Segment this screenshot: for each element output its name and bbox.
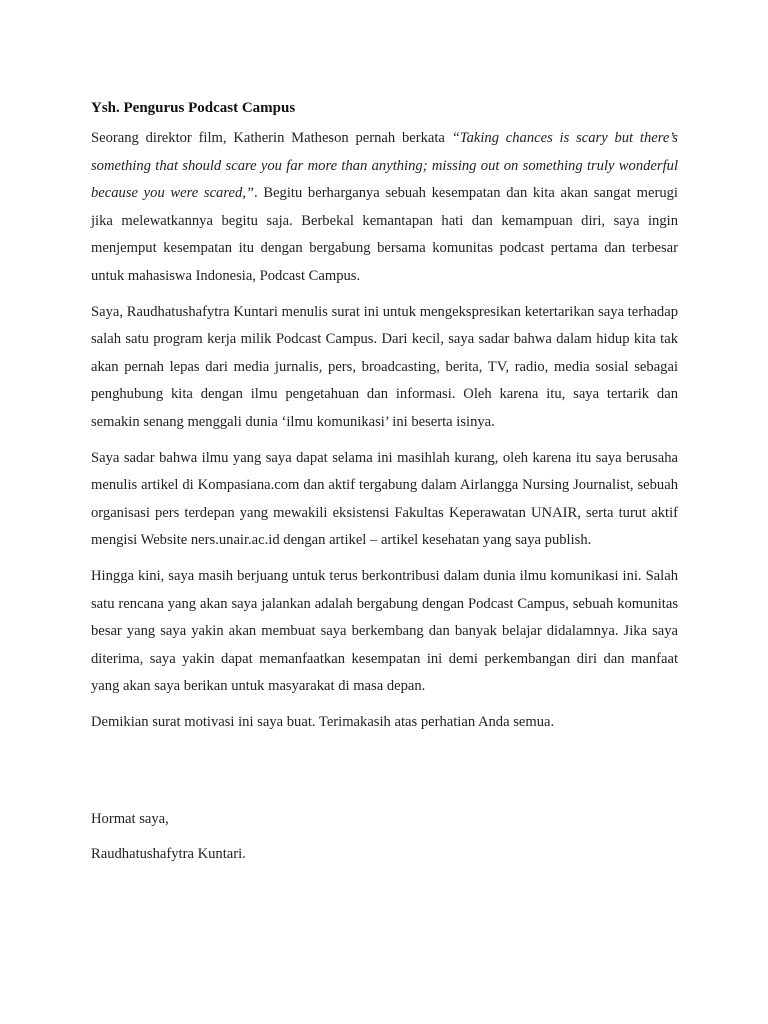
paragraph-conclusion: Demikian surat motivasi ini saya buat. Terimakasih atas perhatian Anda semua.: [91, 713, 555, 730]
intro-text-after: . Begitu berharganya sebuah kesempatan dan kita akan sangat merugi jika melewatkannya begitu saja. Berbekal kemantapan hati dan kemampuan diri, saya ingin menjemput kesempatan itu dengan bergabung bersama komunitas podcast pertama dan terbesar untuk mahasiswa Indonesia, Podcast Campus.: [91, 185, 678, 284]
signature-name: Raudhatushafytra Kuntari.: [91, 846, 246, 863]
paragraph-intro: [91, 125, 678, 291]
letter-salutation: Ysh. Pengurus Podcast Campus: [91, 100, 296, 116]
paragraph-experience: Saya sadar bahwa ilmu yang saya dapat selama ini masihlah kurang, oleh karena itu saya berusaha menulis artikel di Kompasiana.com dan aktif tergabung dalam Airlangga Nursing Journalist, sebuah organisasi pers terdepan yang mewakili eksistensi Fakultas Keperawatan UNAIR, serta turut aktif mengisi Website ners.unair.ac.id dengan artikel – artikel kesehatan yang saya publish.: [91, 449, 678, 549]
paragraph-interest: Saya, Raudhatushafytra Kuntari menulis surat ini untuk mengekspresikan ketertarikan saya terhadap salah satu program kerja milik Podcast Campus. Dari kecil, saya sadar bahwa dalam hidup kita tak akan pernah lepas dari media jurnalis, pers, broadcasting, berita, TV, radio, media sosial sebagai penghubung kita dengan ilmu pengetahuan dan informasi. Oleh karena itu, saya tertarik dan semakin senang menggali dunia ‘ilmu komunikasi’ ini beserta isinya.: [91, 303, 678, 430]
closing-phrase: Hormat saya,: [91, 811, 169, 828]
intro-quote: “Taking chances is scary but there’s something that should scare you far more than anything; missing out on something truly wonderful because you were scared,”: [91, 130, 678, 202]
paragraph-plan: Hingga kini, saya masih berjuang untuk terus berkontribusi dalam dunia ilmu komunikasi ini. Salah satu rencana yang akan saya jalankan adalah bergabung dengan Podcast Campus, sebuah komunitas besar yang saya yakin akan membuat saya berkembang dan banyak belajar didalamnya. Jika saya diterima, saya yakin dapat memanfaatkan kesempatan ini demi perkembangan diri dan manfaat yang akan saya berikan untuk masyarakat di masa depan.: [91, 567, 678, 695]
intro-text-before: Seorang direktor film, Katherin Matheson pernah berkata: [91, 130, 452, 146]
